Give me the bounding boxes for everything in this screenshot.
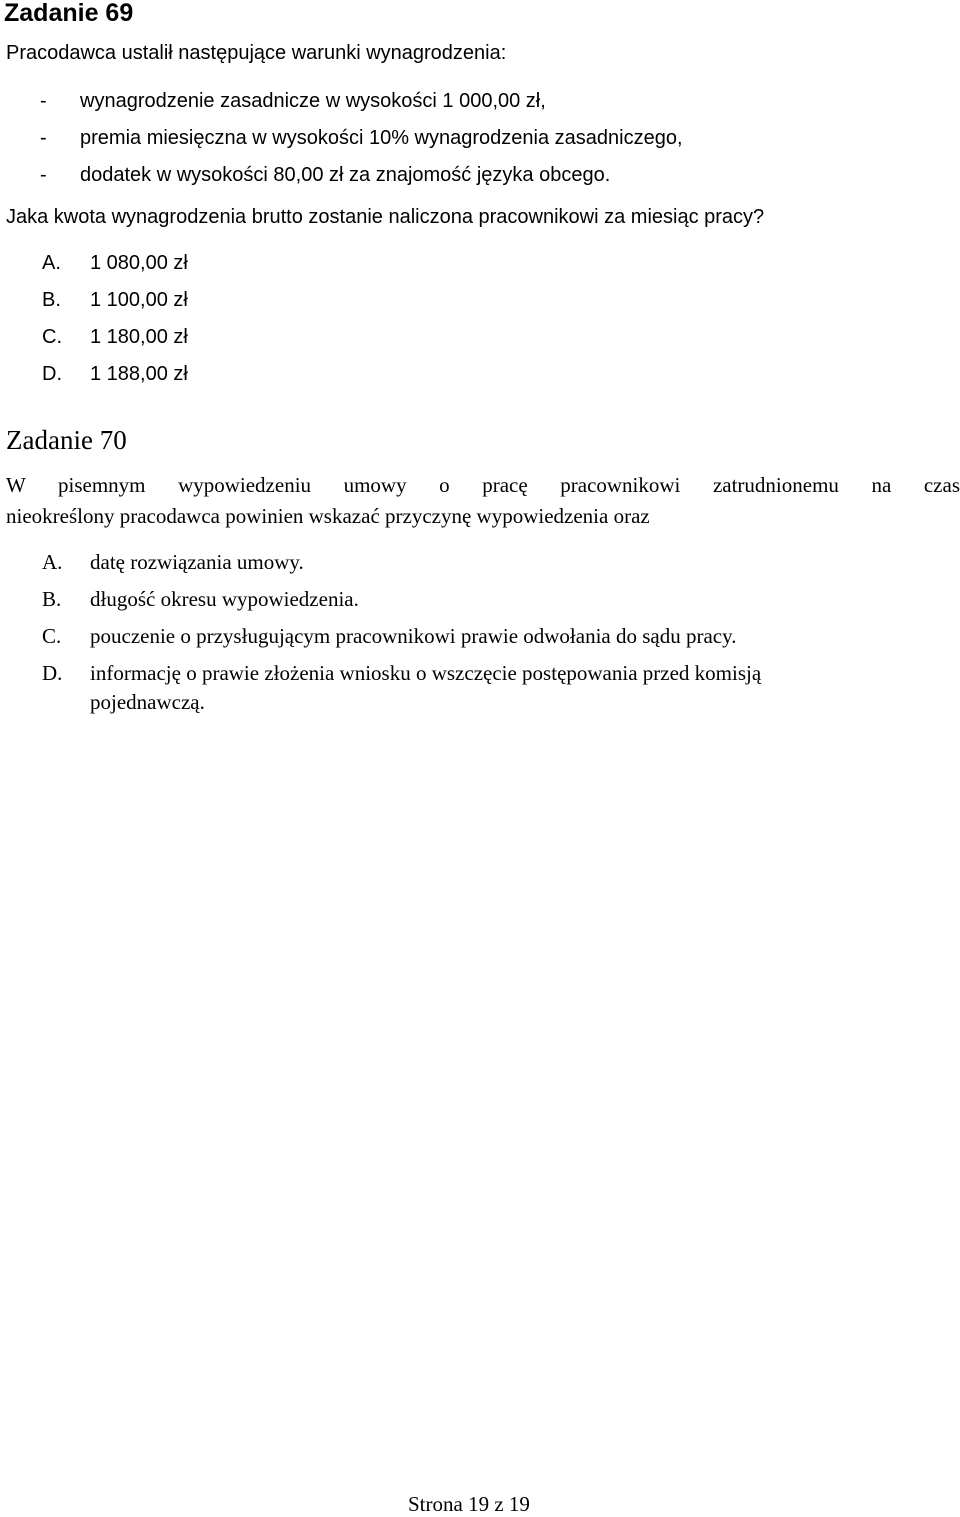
- task70-question-line: W pisemnym wypowiedzeniu umowy o pracę pracownikowi zatrudnionemu na czas: [6, 473, 960, 497]
- answer-text: długość okresu wypowiedzenia.: [90, 587, 359, 611]
- condition-bullet: -: [40, 127, 47, 149]
- answer-text: informację o prawie złożenia wniosku o wszczęcie postępowania przed komisją: [90, 661, 762, 685]
- task70-question-line: nieokreślony pracodawca powinien wskazać przyczynę wypowiedzenia oraz: [6, 504, 650, 528]
- condition-bullet: -: [40, 90, 47, 112]
- answer-text-continuation: pojednawczą.: [90, 690, 205, 714]
- answer-text: 1 188,00 zł: [90, 363, 188, 385]
- condition-text: wynagrodzenie zasadnicze w wysokości 1 000,00 zł,: [80, 90, 546, 112]
- task69-intro: Pracodawca ustalił następujące warunki wynagrodzenia:: [6, 42, 507, 64]
- answer-letter: C.: [42, 624, 62, 648]
- condition-text: premia miesięczna w wysokości 10% wynagrodzenia zasadniczego,: [80, 127, 683, 149]
- answer-letter: A.: [42, 252, 61, 274]
- answer-text: pouczenie o przysługującym pracownikowi prawie odwołania do sądu pracy.: [90, 624, 737, 648]
- answer-text: 1 100,00 zł: [90, 289, 188, 311]
- task69-title: Zadanie 69: [4, 0, 134, 27]
- answer-letter: A.: [42, 550, 63, 574]
- condition-text: dodatek w wysokości 80,00 zł za znajomość języka obcego.: [80, 164, 611, 186]
- answer-text: 1 180,00 zł: [90, 326, 188, 348]
- task70-title: Zadanie 70: [6, 425, 127, 455]
- answer-letter: B.: [42, 587, 62, 611]
- answer-text: 1 080,00 zł: [90, 252, 188, 274]
- page-number: Strona 19 z 19: [408, 1492, 530, 1516]
- answer-letter: D.: [42, 661, 63, 685]
- answer-text: datę rozwiązania umowy.: [90, 550, 304, 574]
- answer-letter: D.: [42, 363, 62, 385]
- condition-bullet: -: [40, 164, 47, 186]
- answer-letter: B.: [42, 289, 61, 311]
- answer-letter: C.: [42, 326, 62, 348]
- task69-question: Jaka kwota wynagrodzenia brutto zostanie naliczona pracownikowi za miesiąc pracy?: [6, 206, 765, 228]
